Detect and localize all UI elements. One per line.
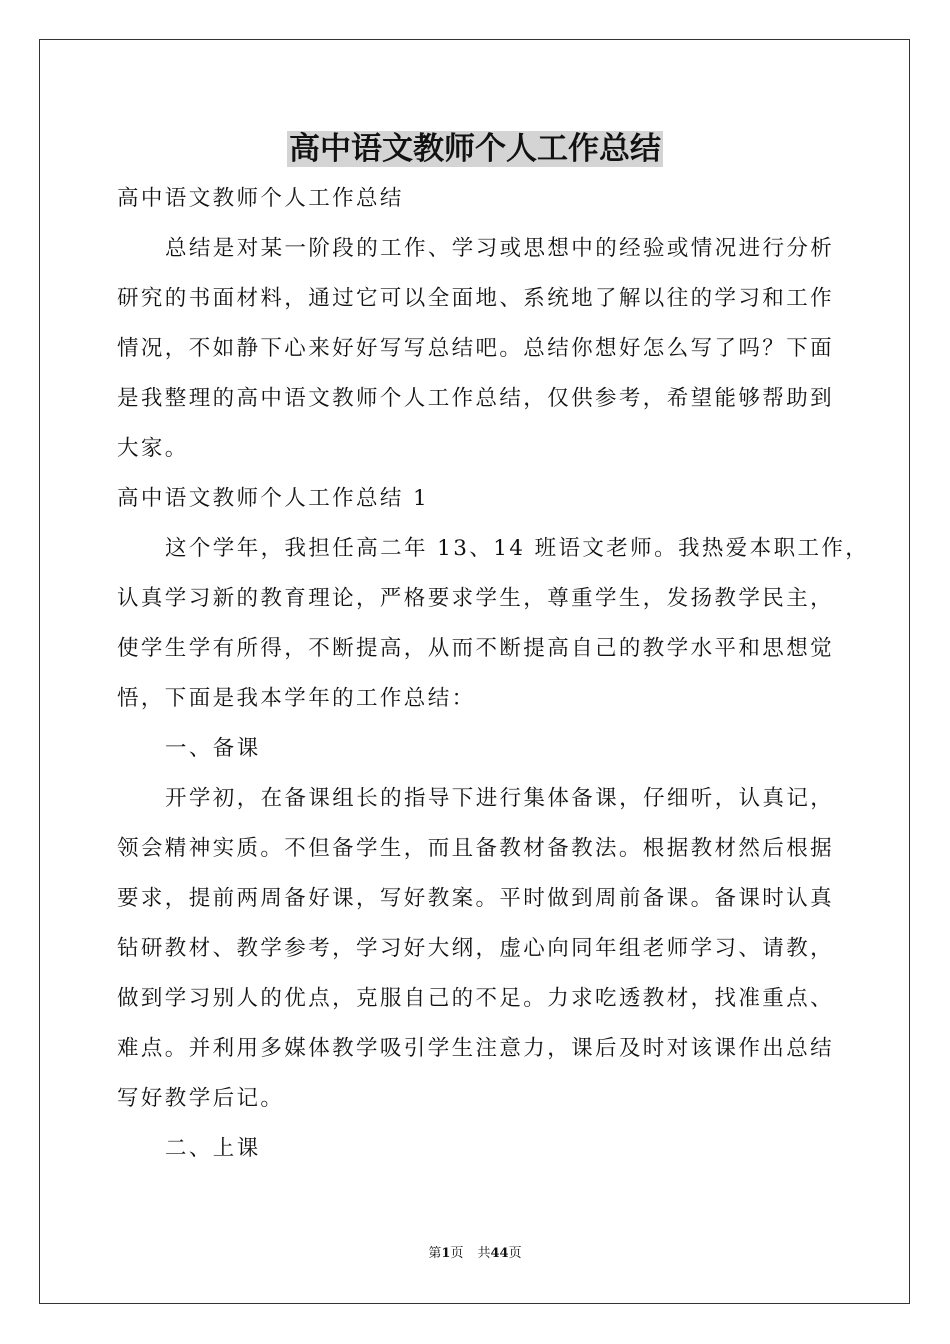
body-line: 钻研教材、教学参考，学习好大纲，虚心向同年组老师学习、请教，	[117, 936, 835, 961]
body-line: 悟，下面是我本学年的工作总结：	[117, 686, 476, 711]
body-line: 难点。并利用多媒体教学吸引学生注意力，课后及时对该课作出总结	[117, 1036, 835, 1061]
total-pages: 44	[490, 1246, 509, 1261]
body-line: 开学初，在备课组长的指导下进行集体备课，仔细听，认真记，	[165, 786, 835, 811]
body-line: 高中语文教师个人工作总结	[117, 186, 404, 211]
body-line: 使学生学有所得，不断提高，从而不断提高自己的教学水平和思想觉	[117, 636, 835, 661]
body-line: 一、备课	[165, 736, 261, 761]
body-line: 情况，不如静下心来好好写写总结吧。总结你想好怎么写了吗？下面	[117, 336, 835, 361]
document-body	[117, 174, 870, 1174]
body-line: 认真学习新的教育理论，严格要求学生，尊重学生，发扬教学民主，	[117, 586, 835, 611]
page-number: 1	[441, 1246, 451, 1261]
total-suffix: 页	[508, 1246, 522, 1261]
body-line: 总结是对某一阶段的工作、学习或思想中的经验或情况进行分析	[165, 236, 835, 261]
body-line: 做到学习别人的优点，克服自己的不足。力求吃透教材，找准重点、	[117, 986, 835, 1011]
body-line: 大家。	[117, 436, 189, 461]
body-line: 领会精神实质。不但备学生，而且备教材备教法。根据教材然后根据	[117, 836, 835, 861]
page-suffix: 页	[450, 1246, 464, 1261]
total-prefix: 共	[477, 1246, 491, 1261]
body-line: 这个学年，我担任高二年 13、14 班语文老师。我热爱本职工作，	[165, 536, 870, 561]
body-line: 是我整理的高中语文教师个人工作总结，仅供参考，希望能够帮助到	[117, 386, 835, 411]
body-line: 要求，提前两周备好课，写好教案。平时做到周前备课。备课时认真	[117, 886, 835, 911]
page-prefix: 第	[428, 1246, 442, 1261]
body-line: 研究的书面材料，通过它可以全面地、系统地了解以往的学习和工作	[117, 286, 835, 311]
body-line: 写好教学后记。	[117, 1086, 285, 1111]
body-line: 高中语文教师个人工作总结 1	[117, 486, 430, 511]
page-footer	[0, 1245, 950, 1263]
body-line: 二、上课	[165, 1136, 261, 1161]
document-title-text: 高中语文教师个人工作总结	[289, 131, 661, 167]
document-title	[0, 126, 950, 172]
